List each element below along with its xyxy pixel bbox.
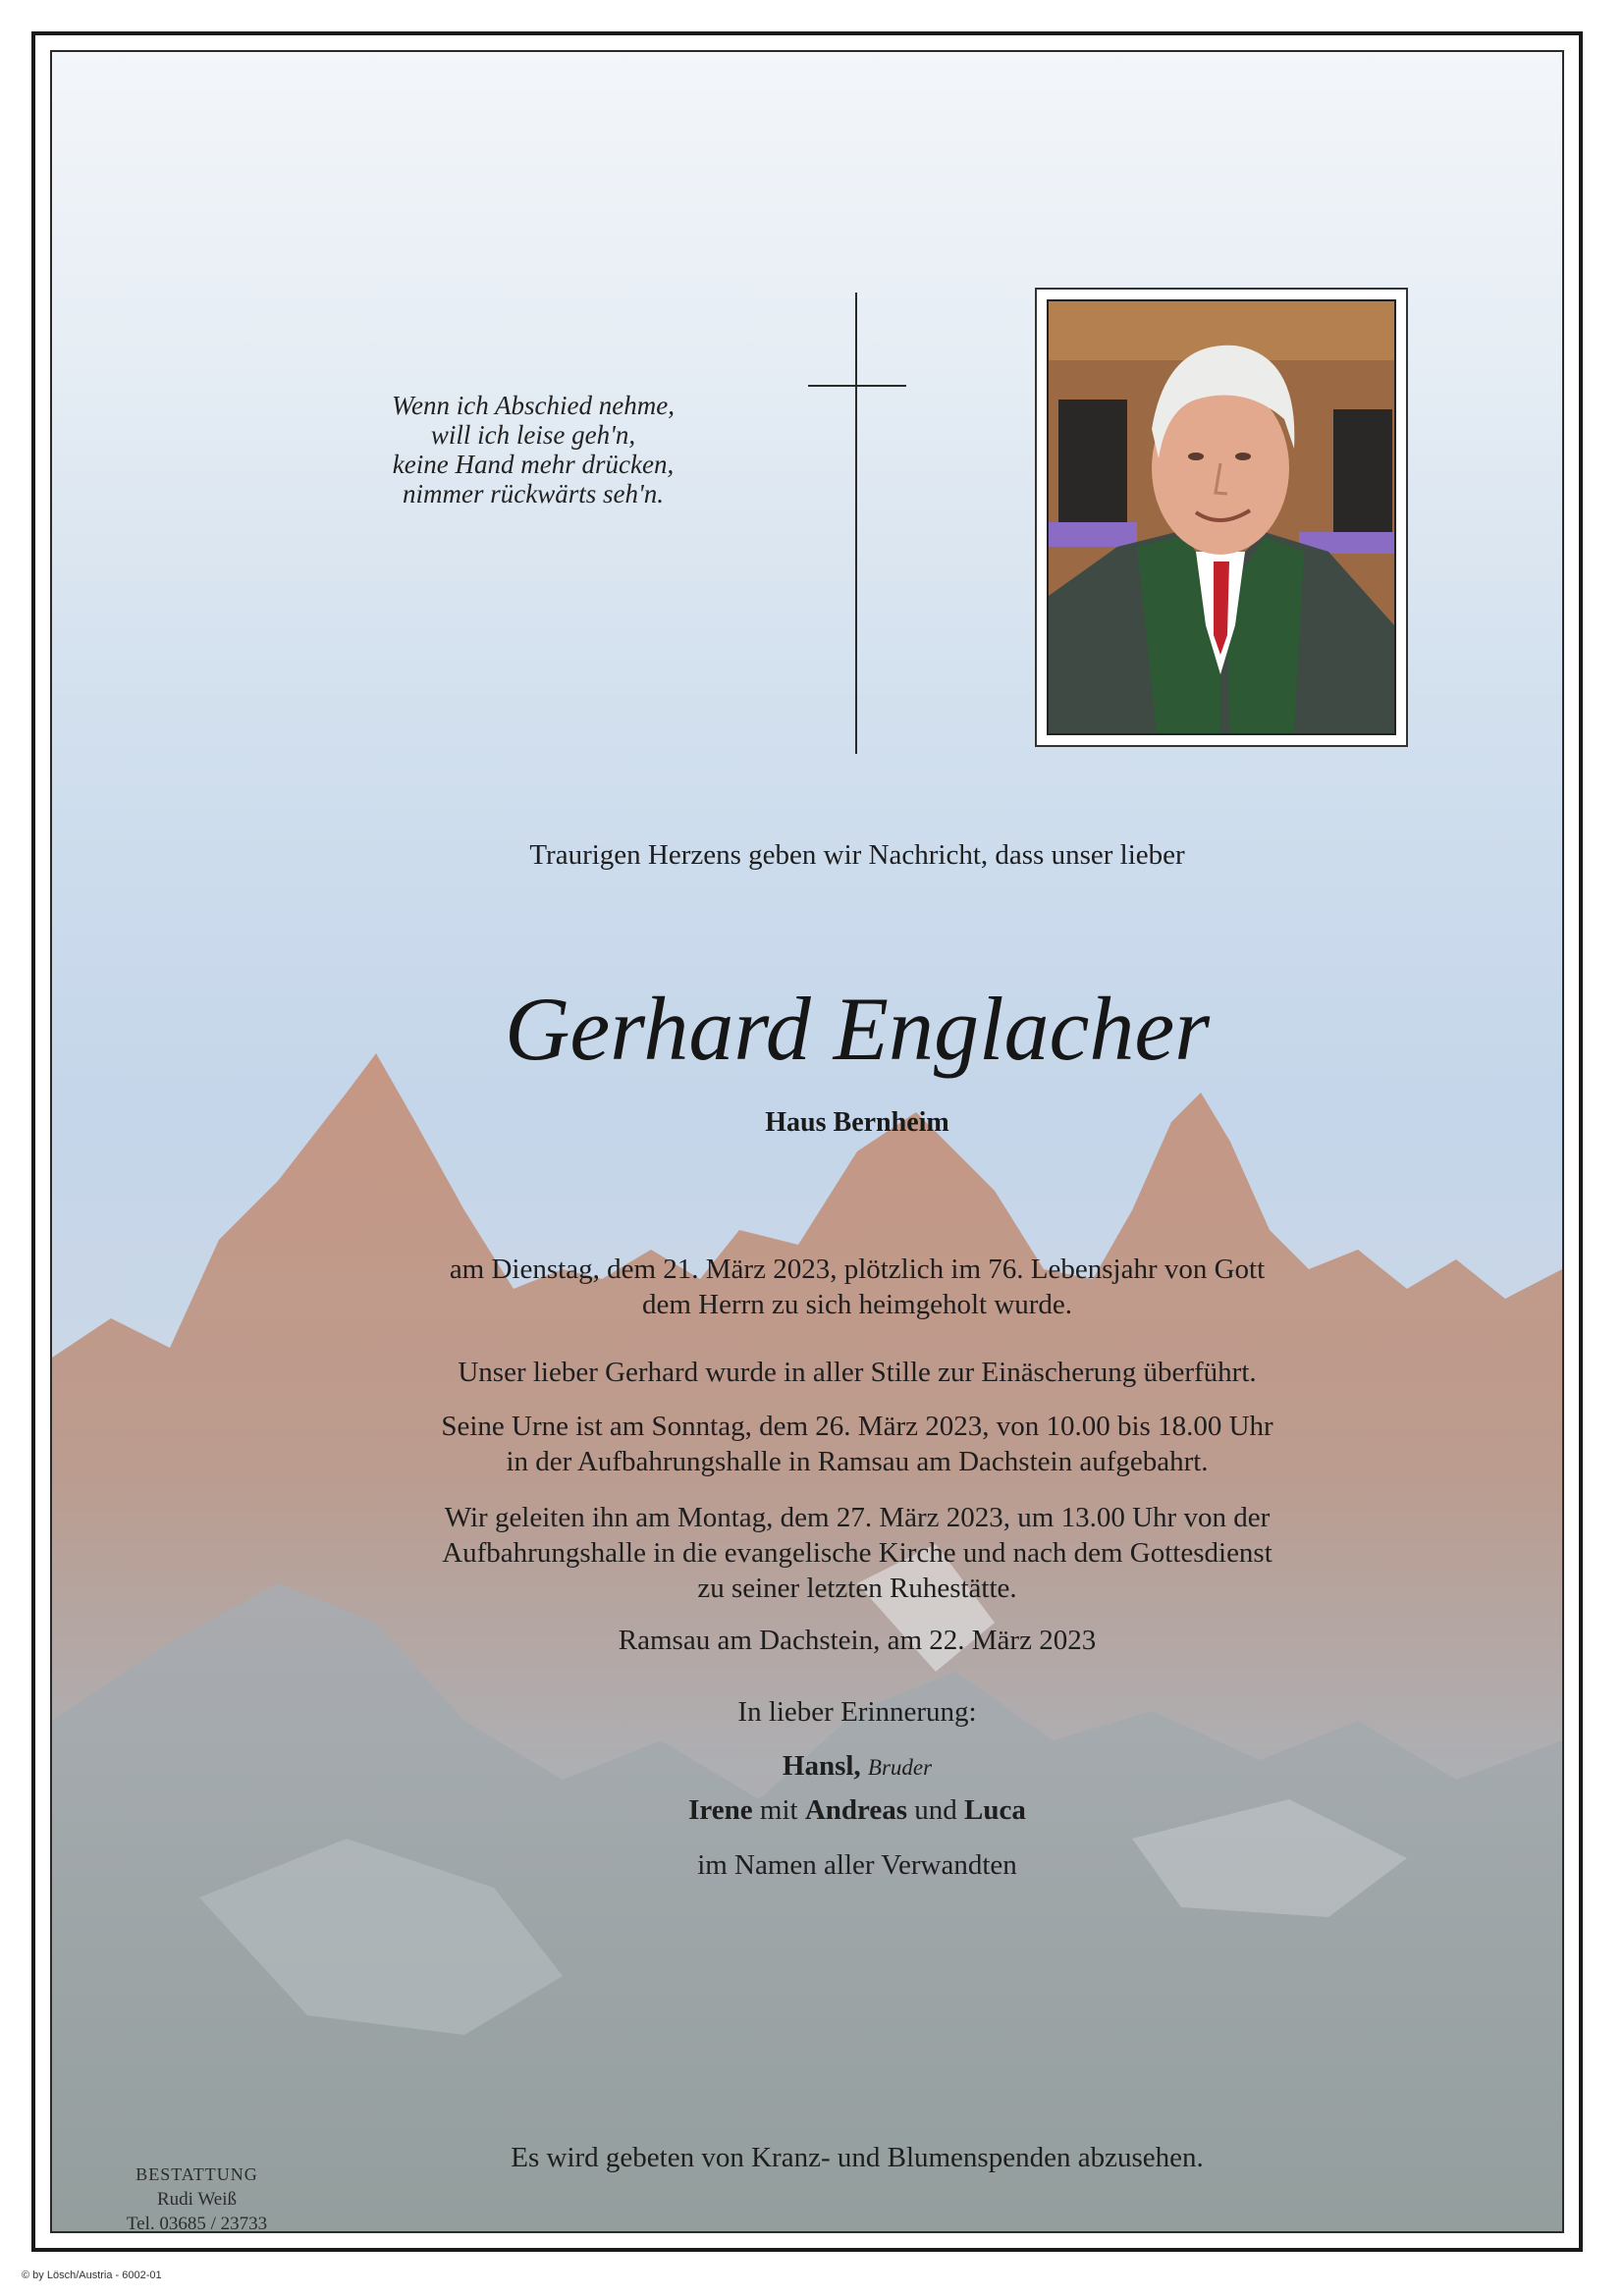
text-line: Wir geleiten ihn am Montag, dem 27. März 2023, um 13.00 Uhr von der <box>444 1502 1271 1533</box>
quote-line: keine Hand mehr drücken, <box>392 450 675 479</box>
urn-viewing-paragraph <box>347 1409 1368 1479</box>
text-line: Unser lieber Gerhard wurde in aller Stille zur Einäscherung überführt. <box>458 1357 1257 1388</box>
mourner-line <box>347 1792 1368 1828</box>
mourner-name: Andreas <box>804 1794 908 1826</box>
text-line: zu seiner letzten Ruhestätte. <box>697 1573 1017 1604</box>
undertaker-name: Rudi Weiß <box>157 2189 237 2210</box>
place-and-date: Ramsau am Dachstein, am 22. März 2023 <box>618 1625 1097 1656</box>
joiner-text: mit <box>752 1794 805 1826</box>
closing-request: Es wird gebeten von Kranz- und Blumenspenden abzusehen. <box>511 2142 1204 2173</box>
text-line: Aufbahrungshalle in die evangelische Kirche und nach dem Gottesdienst <box>442 1537 1272 1569</box>
text-line: dem Herrn zu sich heimgeholt wurde. <box>641 1289 1073 1320</box>
undertaker-info <box>111 2163 283 2233</box>
obituary-card <box>50 50 1564 2233</box>
mourner-line <box>347 1748 1368 1786</box>
portrait-frame <box>1035 288 1408 747</box>
cross-icon <box>808 288 906 759</box>
mourner-name: Irene <box>688 1794 753 1826</box>
deceased-name: Gerhard Englacher <box>504 979 1211 1079</box>
memorial-quote <box>347 391 720 508</box>
mourner-name: Hansl, <box>782 1750 861 1782</box>
death-notice-paragraph <box>347 1252 1368 1322</box>
portrait-photo <box>1047 299 1396 735</box>
memory-heading: In lieber Erinnerung: <box>737 1696 977 1728</box>
text-line: in der Aufbahrungshalle in Ramsau am Dachstein aufgebahrt. <box>506 1446 1209 1477</box>
mourner-name: Luca <box>964 1794 1026 1826</box>
mourner-role: Bruder <box>867 1755 933 1780</box>
quote-line: will ich leise geh'n, <box>430 420 636 450</box>
text-line: Seine Urne ist am Sonntag, dem 26. März 2023, von 10.00 bis 18.00 Uhr <box>441 1411 1273 1442</box>
text-line: am Dienstag, dem 21. März 2023, plötzlich im 76. Lebensjahr von Gott <box>449 1254 1266 1285</box>
funeral-paragraph <box>347 1500 1368 1606</box>
joiner-text: und <box>907 1794 965 1826</box>
cremation-paragraph <box>347 1355 1368 1390</box>
intro-text: Traurigen Herzens geben wir Nachricht, dass unser lieber <box>529 839 1185 871</box>
quote-line: Wenn ich Abschied nehme, <box>392 391 675 420</box>
undertaker-label: BESTATTUNG <box>135 2164 258 2184</box>
copyright-notice: © by Lösch/Austria - 6002-01 <box>22 2269 162 2281</box>
house-name: Haus Bernheim <box>765 1107 949 1138</box>
undertaker-phone: Tel. 03685 / 23733 <box>126 2214 268 2233</box>
mourner-line: im Namen aller Verwandten <box>697 1849 1017 1881</box>
quote-line: nimmer rückwärts seh'n. <box>402 479 664 508</box>
